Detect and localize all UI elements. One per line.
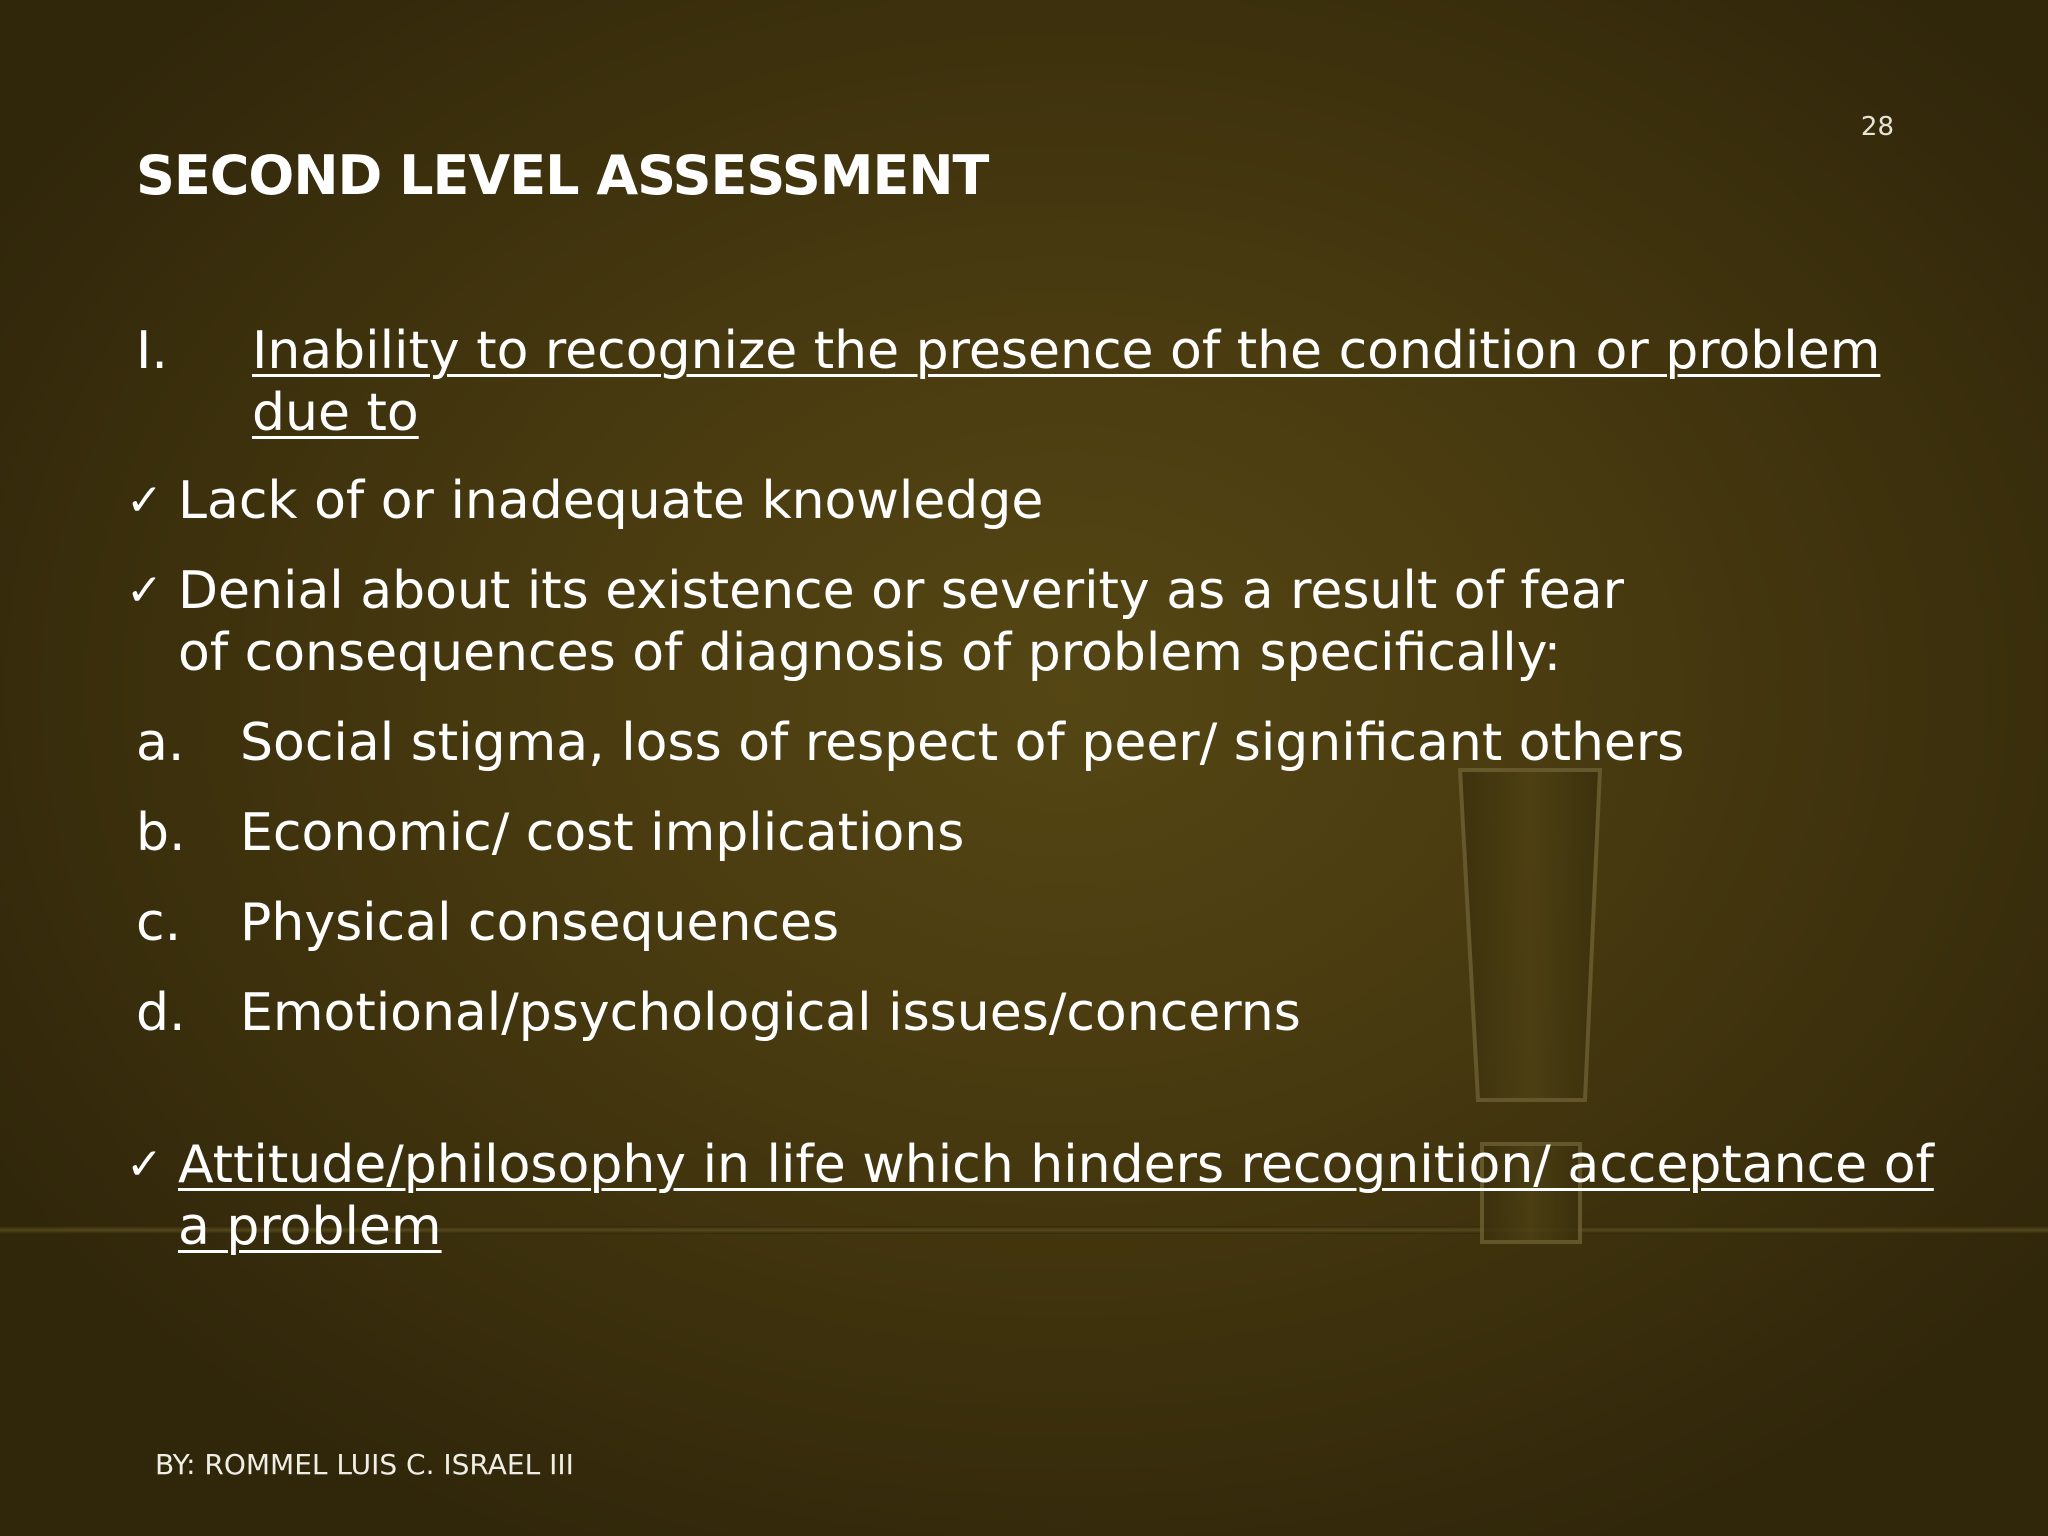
- item-letter: b.: [136, 803, 186, 863]
- slide-body: [126, 320, 1936, 1286]
- check-item-text: Attitude/philosophy in life which hinders recognition/ acceptance of a problem: [178, 1135, 1934, 1257]
- lettered-item-text: Emotional/psychological issues/concerns: [240, 983, 1301, 1043]
- lettered-item-text: Physical consequences: [240, 893, 840, 953]
- item-letter: a.: [136, 713, 185, 773]
- lettered-item: [136, 712, 1936, 774]
- lettered-item-text: Social stigma, loss of respect of peer/ significant others: [240, 713, 1685, 773]
- item-letter: d.: [136, 983, 186, 1043]
- check-item: [126, 1134, 1936, 1258]
- lettered-item: [136, 892, 1936, 954]
- lettered-item: [136, 982, 1936, 1044]
- check-item: [126, 560, 1936, 684]
- item-text: Inability to recognize the presence of the condition or problem due to: [252, 321, 1881, 443]
- lettered-item-text: Economic/ cost implications: [240, 803, 965, 863]
- page-number: 28: [1860, 112, 1894, 142]
- spacer: [136, 1072, 1936, 1134]
- item-number: I.: [136, 321, 168, 381]
- checkmark-icon: ✓: [126, 565, 163, 616]
- check-item-text: Lack of or inadequate knowledge: [178, 471, 1044, 531]
- checkmark-icon: ✓: [126, 475, 163, 526]
- check-item: [126, 470, 1936, 532]
- author-footer: BY: ROMMEL LUIS C. ISRAEL III: [155, 1448, 574, 1481]
- slide-title: SECOND LEVEL ASSESSMENT: [136, 144, 989, 207]
- check-item-text: Denial about its existence or severity as a result of fear of consequences of diagnosis of problem specifically:: [178, 561, 1624, 683]
- item-letter: c.: [136, 893, 182, 953]
- numbered-item: [136, 320, 1936, 444]
- lettered-item: [136, 802, 1936, 864]
- checkmark-icon: ✓: [126, 1139, 163, 1190]
